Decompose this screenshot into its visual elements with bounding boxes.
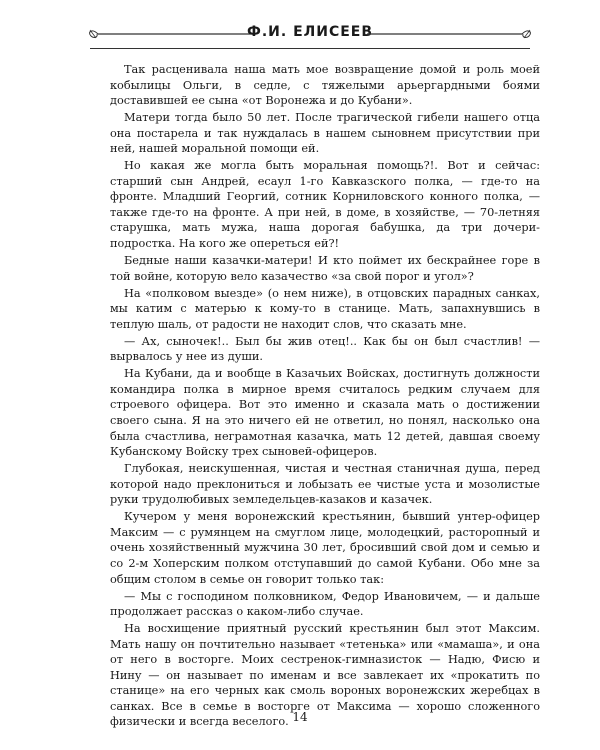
right-header-ornament	[362, 28, 532, 40]
paragraph: На восхищение приятный русский крестьянин был этот Максим. Мать нашу он почтительно называет «тетенька» или «мамаша», и она от него в восторге. Моих сестренок-гимназисток — Надю, Фисю и Нину — он называет по именам и все завлекает их «прокатить по станице» на его черных как смоль вороных воронежских жеребцах в санках. Все в семье в восторге от Максима — хорошо сложенного физически и всегда веселого.	[110, 622, 540, 729]
paragraph: Бедные наши казачки-матери! И кто поймет их бескрайнее горе в той войне, которую вело казачество «за свой порог и угол»?	[110, 254, 540, 283]
paragraph: Матери тогда было 50 лет. После трагической гибели нашего отца она постарела и так нуждалась в нашем сыновнем присутствии при ней, нашей моральной помощи ей.	[110, 111, 540, 156]
paragraph: — Мы с господином полковником, Федор Ивановичем, — и дальше продолжает рассказ о каком-либо случае.	[110, 589, 540, 619]
paragraph: Но какая же могла быть моральная помощь?!. Вот и сейчас: старший сын Андрей, есаул 1-го Кавказского полка, — где-то на фронте. Младший Георгий, сотник Корниловского конного полка, — также где-то на фронте. А при ней, в доме, в хозяйстве, — 70-летняя старушка, мать мужа, наша дорогая бабушка, да три дочери-подростка. На кого же опереться ей?!	[110, 159, 540, 251]
paragraph: На Кубани, да и вообще в Казачьих Войсках, достигнуть должности командира полка в мирное время считалось редким случаем для строевого офицера. Вот это именно и сказала мать о достижении своего сына. Я на это ничего ей не ответил, но понял, насколько она была счастлива, неграмотная казачка, мать 12 детей, давшая своему Кубанскому Войску трех сыновей-офицеров.	[110, 367, 540, 459]
main-text	[110, 62, 540, 731]
paragraph: Так расценивала наша мать мое возвращение домой и роль моей кобылицы Ольги, в седле, с тяжелыми арьергардными боями доставившей ее сына «от Воронежа и до Кубани».	[110, 63, 540, 108]
running-header-title: Ф.И. ЕЛИСЕЕВ	[246, 24, 374, 40]
paragraph: На «полковом выезде» (о нем ниже), в отцовских парадных санках, мы катим с матерью к кому-то в станице. Мать, запахнувшись в теплую шаль, от радости не находит слов, что сказать мне.	[110, 286, 540, 331]
header-rule	[90, 48, 530, 49]
page-number: 14	[292, 710, 308, 724]
running-header	[90, 10, 530, 52]
paragraph: Кучером у меня воронежский крестьянин, бывший унтер-офицер Максим — с румянцем на смуглом лице, молодецкий, расторопный и очень хозяйственный мужчина 30 лет, бросивший свой дом и семью и со 2-м Хоперским полком отступавший до самой Кубани. Обо мне за общим столом в семье он говорит только так:	[110, 510, 540, 586]
paragraph: — Ах, сыночек!.. Был бы жив отец!.. Как бы он был счастлив! — вырвалось у нее из души.	[110, 334, 540, 364]
paragraph: Глубокая, неискушенная, чистая и честная станичная душа, перед которой надо преклониться и лобызать ее чистые уста и мозолистые руки трудолюбивых земледельцев-казаков и казачек.	[110, 462, 540, 507]
